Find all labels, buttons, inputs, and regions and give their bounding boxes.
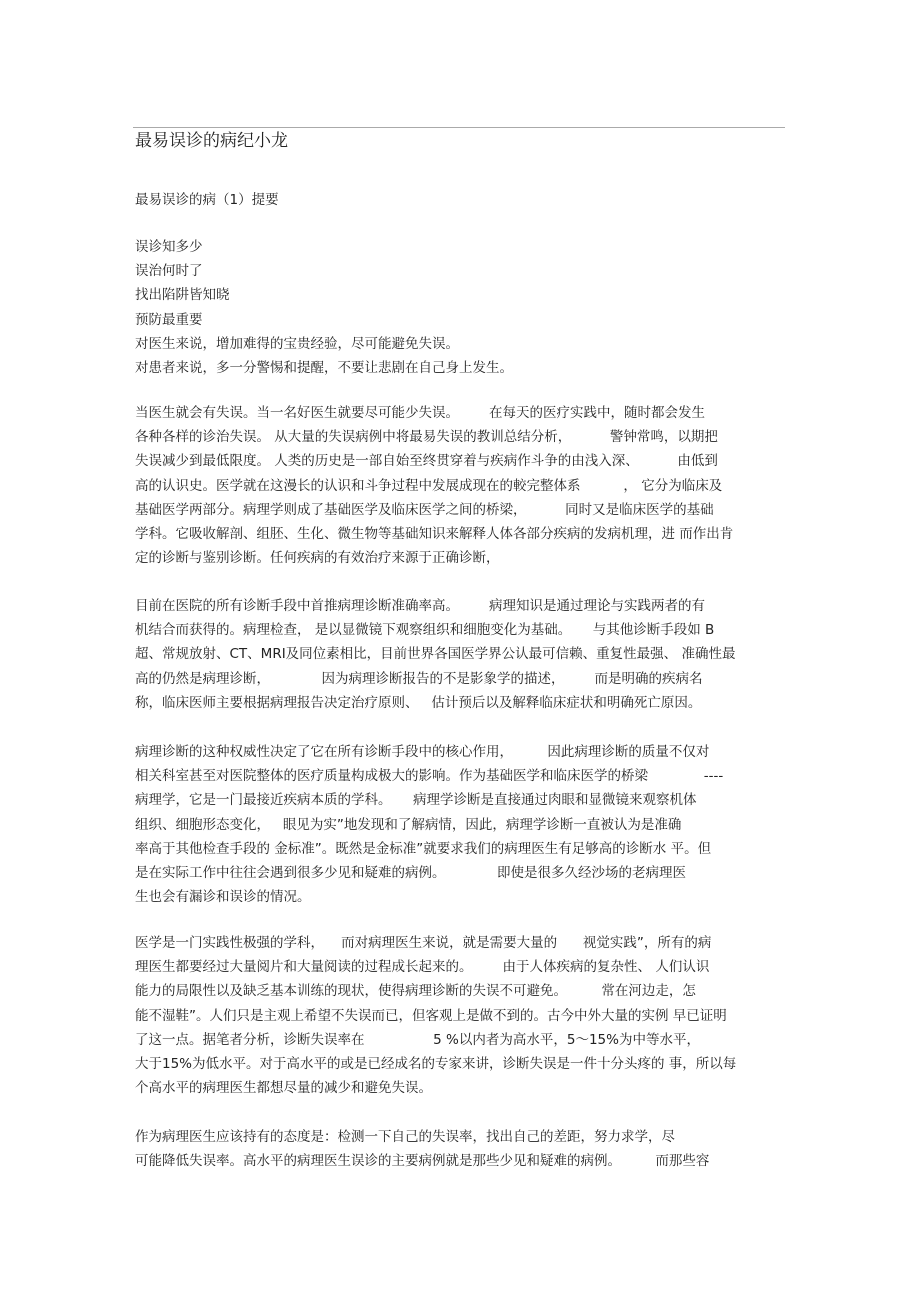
paragraph-line: 当医生就会有失误。当一名好医生就要尽可能少失误。 在每天的医疗实践中，随时都会发生 <box>135 405 706 421</box>
paragraph-line: 目前在医院的所有诊断手段中首推病理诊断准确率高。 病理知识是通过理论与实践两者的有 <box>135 598 706 614</box>
paragraph-line: 病理学，它是一门最接近疾病本质的学科。 病理学诊断是直接通过肉眼和显微镜来观察机体 <box>135 792 697 809</box>
paragraph-line: 基础医学两部分。病理学则成了基础医学及临床医学之间的桥梁， 同时又是临床医学的基础 <box>135 501 714 518</box>
paragraph-line: 是在实际工作中往往会遇到很多少见和疑难的病例。 即使是很多久经沙场的老病理医 <box>135 864 686 881</box>
paragraph-line: 病理诊断的这种权威性决定了它在所有诊断手段中的核心作用， 因此病理诊断的质量不仅对 <box>135 744 710 760</box>
paragraph-line: 能力的局限性以及缺乏基本训练的现状，使得病理诊断的失误不可避免。 常在河边走，怎 <box>135 983 696 1000</box>
list-item: 对患者来说，多一分警惕和提醒，不要让悲剧在自己身上发生。 <box>135 359 513 376</box>
paragraph-5 <box>135 1125 709 1173</box>
header-rule <box>133 127 785 128</box>
paragraph-3 <box>135 740 723 909</box>
summary-list <box>135 235 513 380</box>
paragraph-line: 医学是一门实践性极强的学科， 而对病理医生来说，就是需要大量的 视觉实践”，所有的病 <box>135 935 712 951</box>
section-heading: 最易误诊的病（1）提要 <box>135 192 279 208</box>
list-item: 对医生来说，增加难得的宝贵经验，尽可能避免失误。 <box>135 335 459 352</box>
list-item: 误诊知多少 <box>135 239 203 255</box>
paragraph-line: 组织、细胞形态变化， 眼见为实”地发现和了解病情，因此，病理学诊断一直被认为是准确 <box>135 816 682 833</box>
paragraph-line: 机结合而获得的。病理检查， 是以显微镜下观察组织和细胞变化为基础。 与其他诊断手段如 B <box>135 622 715 639</box>
paragraph-line: 高的认识史。医学就在这漫长的认识和斗争过程中发展成现在的較完整体系 ， 它分为临床及 <box>135 477 723 494</box>
paragraph-4 <box>135 931 736 1100</box>
document-title: 最易误诊的病纪小龙 <box>135 131 288 151</box>
paragraph-line: 高的仍然是病理诊断， 因为病理诊断报告的不是影象学的描述， 而是明确的疾病名 <box>135 670 703 687</box>
paragraph-line: 相关科室甚至对医院整体的医疗质量构成极大的影响。作为基础医学和临床医学的桥梁 ---- <box>135 768 724 785</box>
paragraph-line: 个高水平的病理医生都想尽量的减少和避免失误。 <box>135 1080 432 1097</box>
paragraph-line: 称，临床医师主要根据病理报告决定治疗原则、 估计预后以及解释临床症状和明确死亡原因。 <box>135 694 702 711</box>
paragraph-line: 理医生都要经过大量阅片和大量阅读的过程成长起来的。 由于人体疾病的复杂性、 人们认识 <box>135 959 710 976</box>
paragraph-1 <box>135 401 733 570</box>
paragraph-line: 各种各样的诊治失误。 从大量的失误病例中将最易失误的教训总结分析， 警钟常鸣，以期把 <box>135 429 718 446</box>
paragraph-line: 失误减少到最低限度。 人类的历史是一部自始至终贯穿着与疾病作斗争的由浅入深、 由低到 <box>135 453 718 470</box>
list-item: 误治何时了 <box>135 263 203 280</box>
paragraph-line: 生也会有漏诊和误诊的情况。 <box>135 889 311 906</box>
paragraph-line: 率高于其他检查手段的 金标准”。既然是金标准”就要求我们的病理医生有足够高的诊断水 平。但 <box>135 840 712 857</box>
paragraph-line: 超、常规放射、CT、MRI及同位素相比，目前世界各国医学界公认最可信赖、重复性最强、 准确性最 <box>135 646 736 663</box>
list-item: 预防最重要 <box>135 311 203 328</box>
paragraph-line: 大于15%为低水平。对于高水平的或是已经成名的专家来讲，诊断失误是一件十分头疼的 事，所以每 <box>135 1055 737 1072</box>
list-item: 找出陷阱皆知晓 <box>135 287 230 304</box>
paragraph-2 <box>135 594 735 715</box>
paragraph-line: 能不湿鞋”。人们只是主观上希望不失误而已，但客观上是做不到的。古今中外大量的实例 早已证明 <box>135 1007 727 1024</box>
paragraph-line: 定的诊断与鉴别诊断。任何疾病的有效治疗来源于正确诊断， <box>135 550 500 567</box>
paragraph-line: 了这一点。据笔者分析，诊断失误率在 5 %以内者为高水平，5～15%为中等水平， <box>135 1031 700 1048</box>
paragraph-line: 可能降低失误率。高水平的病理医生误诊的主要病例就是那些少见和疑难的病例。 而那些容 <box>135 1153 710 1170</box>
paragraph-line: 作为病理医生应该持有的态度是：检测一下自己的失误率，找出自己的差距，努力求学，尽 <box>135 1129 675 1145</box>
paragraph-line: 学科。它吸收解剖、组胚、生化、微生物等基础知识来解释人体各部分疾病的发病机理，进 而作出肯 <box>135 525 734 542</box>
